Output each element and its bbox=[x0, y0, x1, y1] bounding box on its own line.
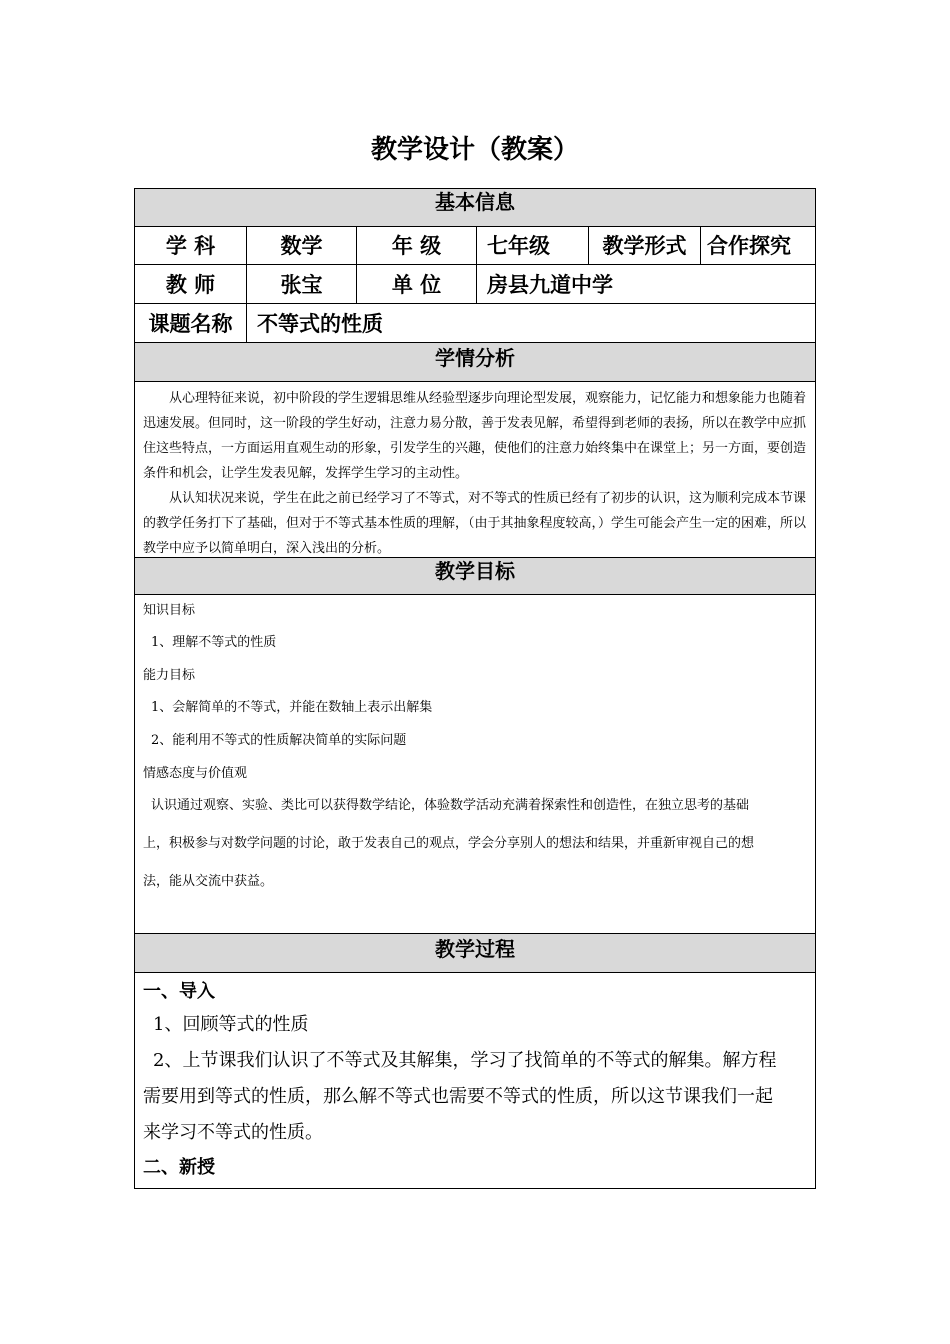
teacher-label: 教 师 bbox=[135, 265, 247, 303]
attitude-line-2: 上，积极参与对数学问题的讨论，敢于发表自己的观点，学会分享别人的想法和结果，并重新审视自己的想 bbox=[143, 836, 755, 851]
attitude-goal-label: 情感态度与价值观 bbox=[143, 766, 248, 781]
process-item-2-line-1: 2、上节课我们认识了不等式及其解集，学习了找简单的不等式的解集。解方程 bbox=[153, 1050, 777, 1071]
analysis-header-label: 学情分析 bbox=[435, 346, 515, 370]
analysis-header bbox=[134, 343, 816, 382]
subject-value: 数学 bbox=[247, 226, 357, 264]
ability-goal-1: 1、会解简单的不等式，并能在数轴上表示出解集 bbox=[151, 700, 433, 715]
process-header-label: 教学过程 bbox=[435, 937, 515, 961]
analysis-body bbox=[134, 382, 816, 558]
form-value: 合作探究 bbox=[707, 234, 791, 258]
process-header bbox=[134, 934, 816, 973]
objectives-body bbox=[134, 595, 816, 934]
teacher-value: 张宝 bbox=[247, 265, 357, 303]
basic-info-header bbox=[134, 188, 816, 227]
ability-goal-label: 能力目标 bbox=[143, 668, 196, 683]
grade-label: 年 级 bbox=[357, 226, 477, 264]
basic-info-row-2 bbox=[134, 265, 816, 304]
analysis-paragraph-2: 从认知状况来说，学生在此之前已经学习了不等式，对不等式的性质已经有了初步的认识，这为顺利完成本节课的教学任务打下了基础，但对于不等式基本性质的理解，（由于其抽象程度较高，）学生可能会产生一定的困难，所以教学中应予以简单明白，深入浅出的分析。 bbox=[143, 491, 807, 556]
process-body bbox=[134, 973, 816, 1189]
subject-label: 学 科 bbox=[135, 226, 247, 264]
process-section-new: 二、新授 bbox=[143, 1157, 215, 1178]
objectives-header bbox=[134, 558, 816, 595]
topic-label: 课题名称 bbox=[135, 304, 247, 342]
basic-info-header-label: 基本信息 bbox=[435, 190, 515, 214]
objectives-header-label: 教学目标 bbox=[435, 559, 515, 583]
unit-value: 房县九道中学 bbox=[487, 273, 613, 297]
basic-info-row-1 bbox=[134, 226, 816, 265]
form-label: 教学形式 bbox=[589, 226, 701, 264]
process-item-2-line-3: 来学习不等式的性质。 bbox=[143, 1122, 323, 1143]
basic-info-row-3 bbox=[134, 304, 816, 343]
knowledge-goal-label: 知识目标 bbox=[143, 603, 196, 618]
unit-label: 单 位 bbox=[357, 265, 477, 303]
process-section-intro: 一、导入 bbox=[143, 981, 215, 1002]
analysis-paragraph-1: 从心理特征来说，初中阶段的学生逻辑思维从经验型逐步向理论型发展，观察能力，记忆能力和想象能力也随着迅速发展。但同时，这一阶段的学生好动，注意力易分散，善于发表见解，希望得到老师的表扬，所以在教学中应抓住这些特点，一方面运用直观生动的形象，引发学生的兴趣，使他们的注意力始终集中在课堂上；另一方面，要创造条件和机会，让学生发表见解，发挥学生学习的主动性。 bbox=[143, 391, 807, 481]
attitude-line-3: 法，能从交流中获益。 bbox=[143, 874, 274, 889]
attitude-line-1: 认识通过观察、实验、类比可以获得数学结论，体验数学活动充满着探索性和创造性，在独立思考的基础 bbox=[151, 798, 750, 813]
process-item-1: 1、回顾等式的性质 bbox=[153, 1014, 309, 1035]
ability-goal-2: 2、能利用不等式的性质解决简单的实际问题 bbox=[151, 733, 407, 748]
knowledge-goal-1: 1、理解不等式的性质 bbox=[151, 635, 277, 650]
process-item-2-line-2: 需要用到等式的性质，那么解不等式也需要不等式的性质，所以这节课我们一起 bbox=[143, 1086, 773, 1107]
topic-value: 不等式的性质 bbox=[257, 312, 383, 336]
page-title: 教学设计（教案） bbox=[370, 135, 579, 165]
grade-value: 七年级 bbox=[477, 226, 589, 264]
